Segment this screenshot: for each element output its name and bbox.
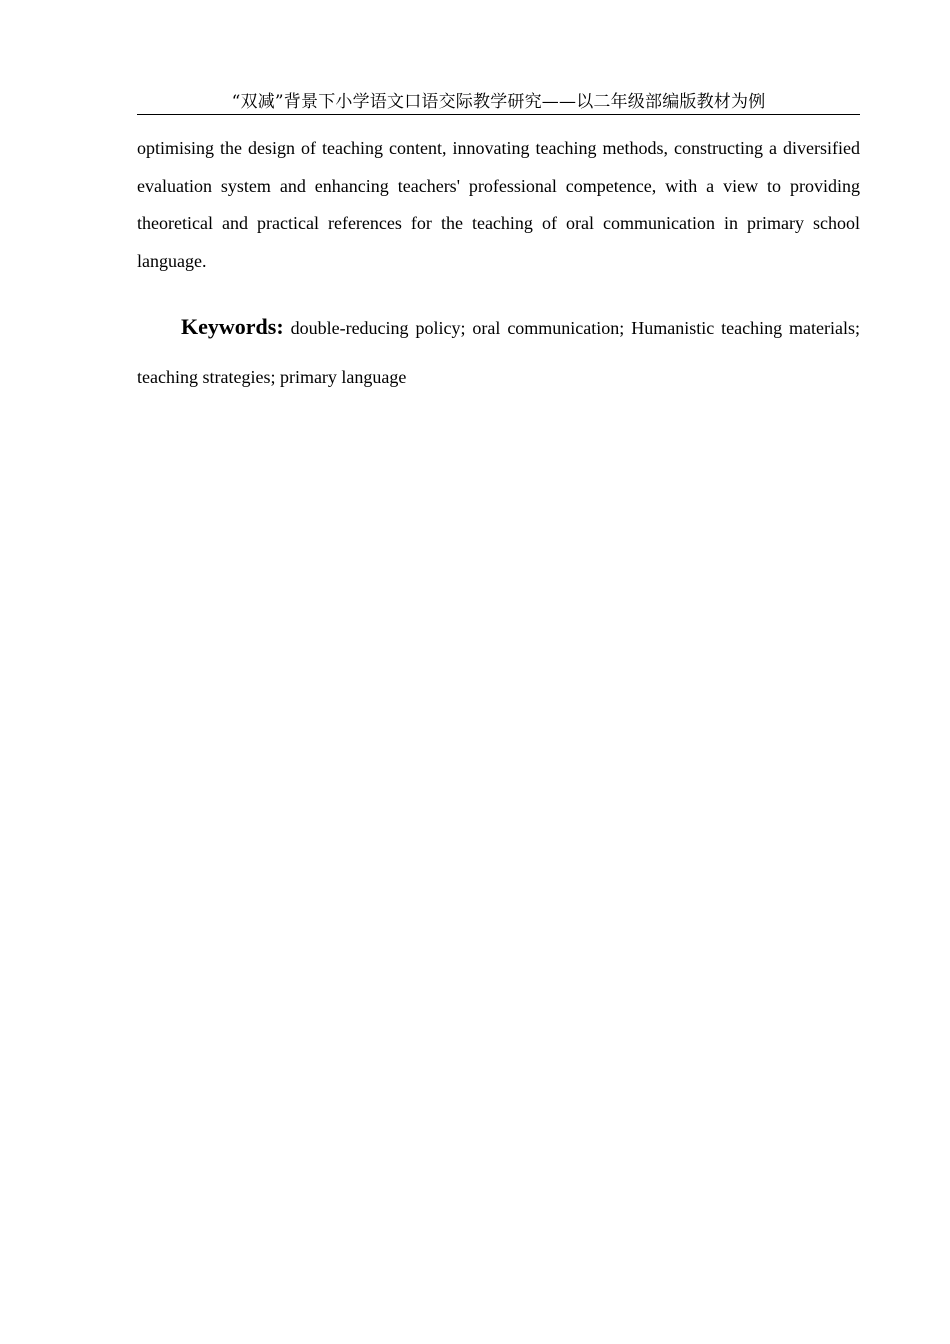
keywords-list: double-reducing policy; oral communication; Humanistic teaching materials; teaching strategies; primary language: [137, 318, 861, 387]
abstract-paragraph: optimising the design of teaching content, innovating teaching methods, constructing a diversified evaluation system and enhancing teachers' professional competence, with a view to providing theoretical and practical references for the teaching of oral communication in primary school language.: [137, 138, 860, 271]
keywords-label: Keywords:: [181, 314, 284, 339]
running-header: “双减”背景下小学语文口语交际教学研究——以二年级部编版教材为例: [137, 90, 860, 115]
keywords-paragraph: [137, 302, 860, 402]
